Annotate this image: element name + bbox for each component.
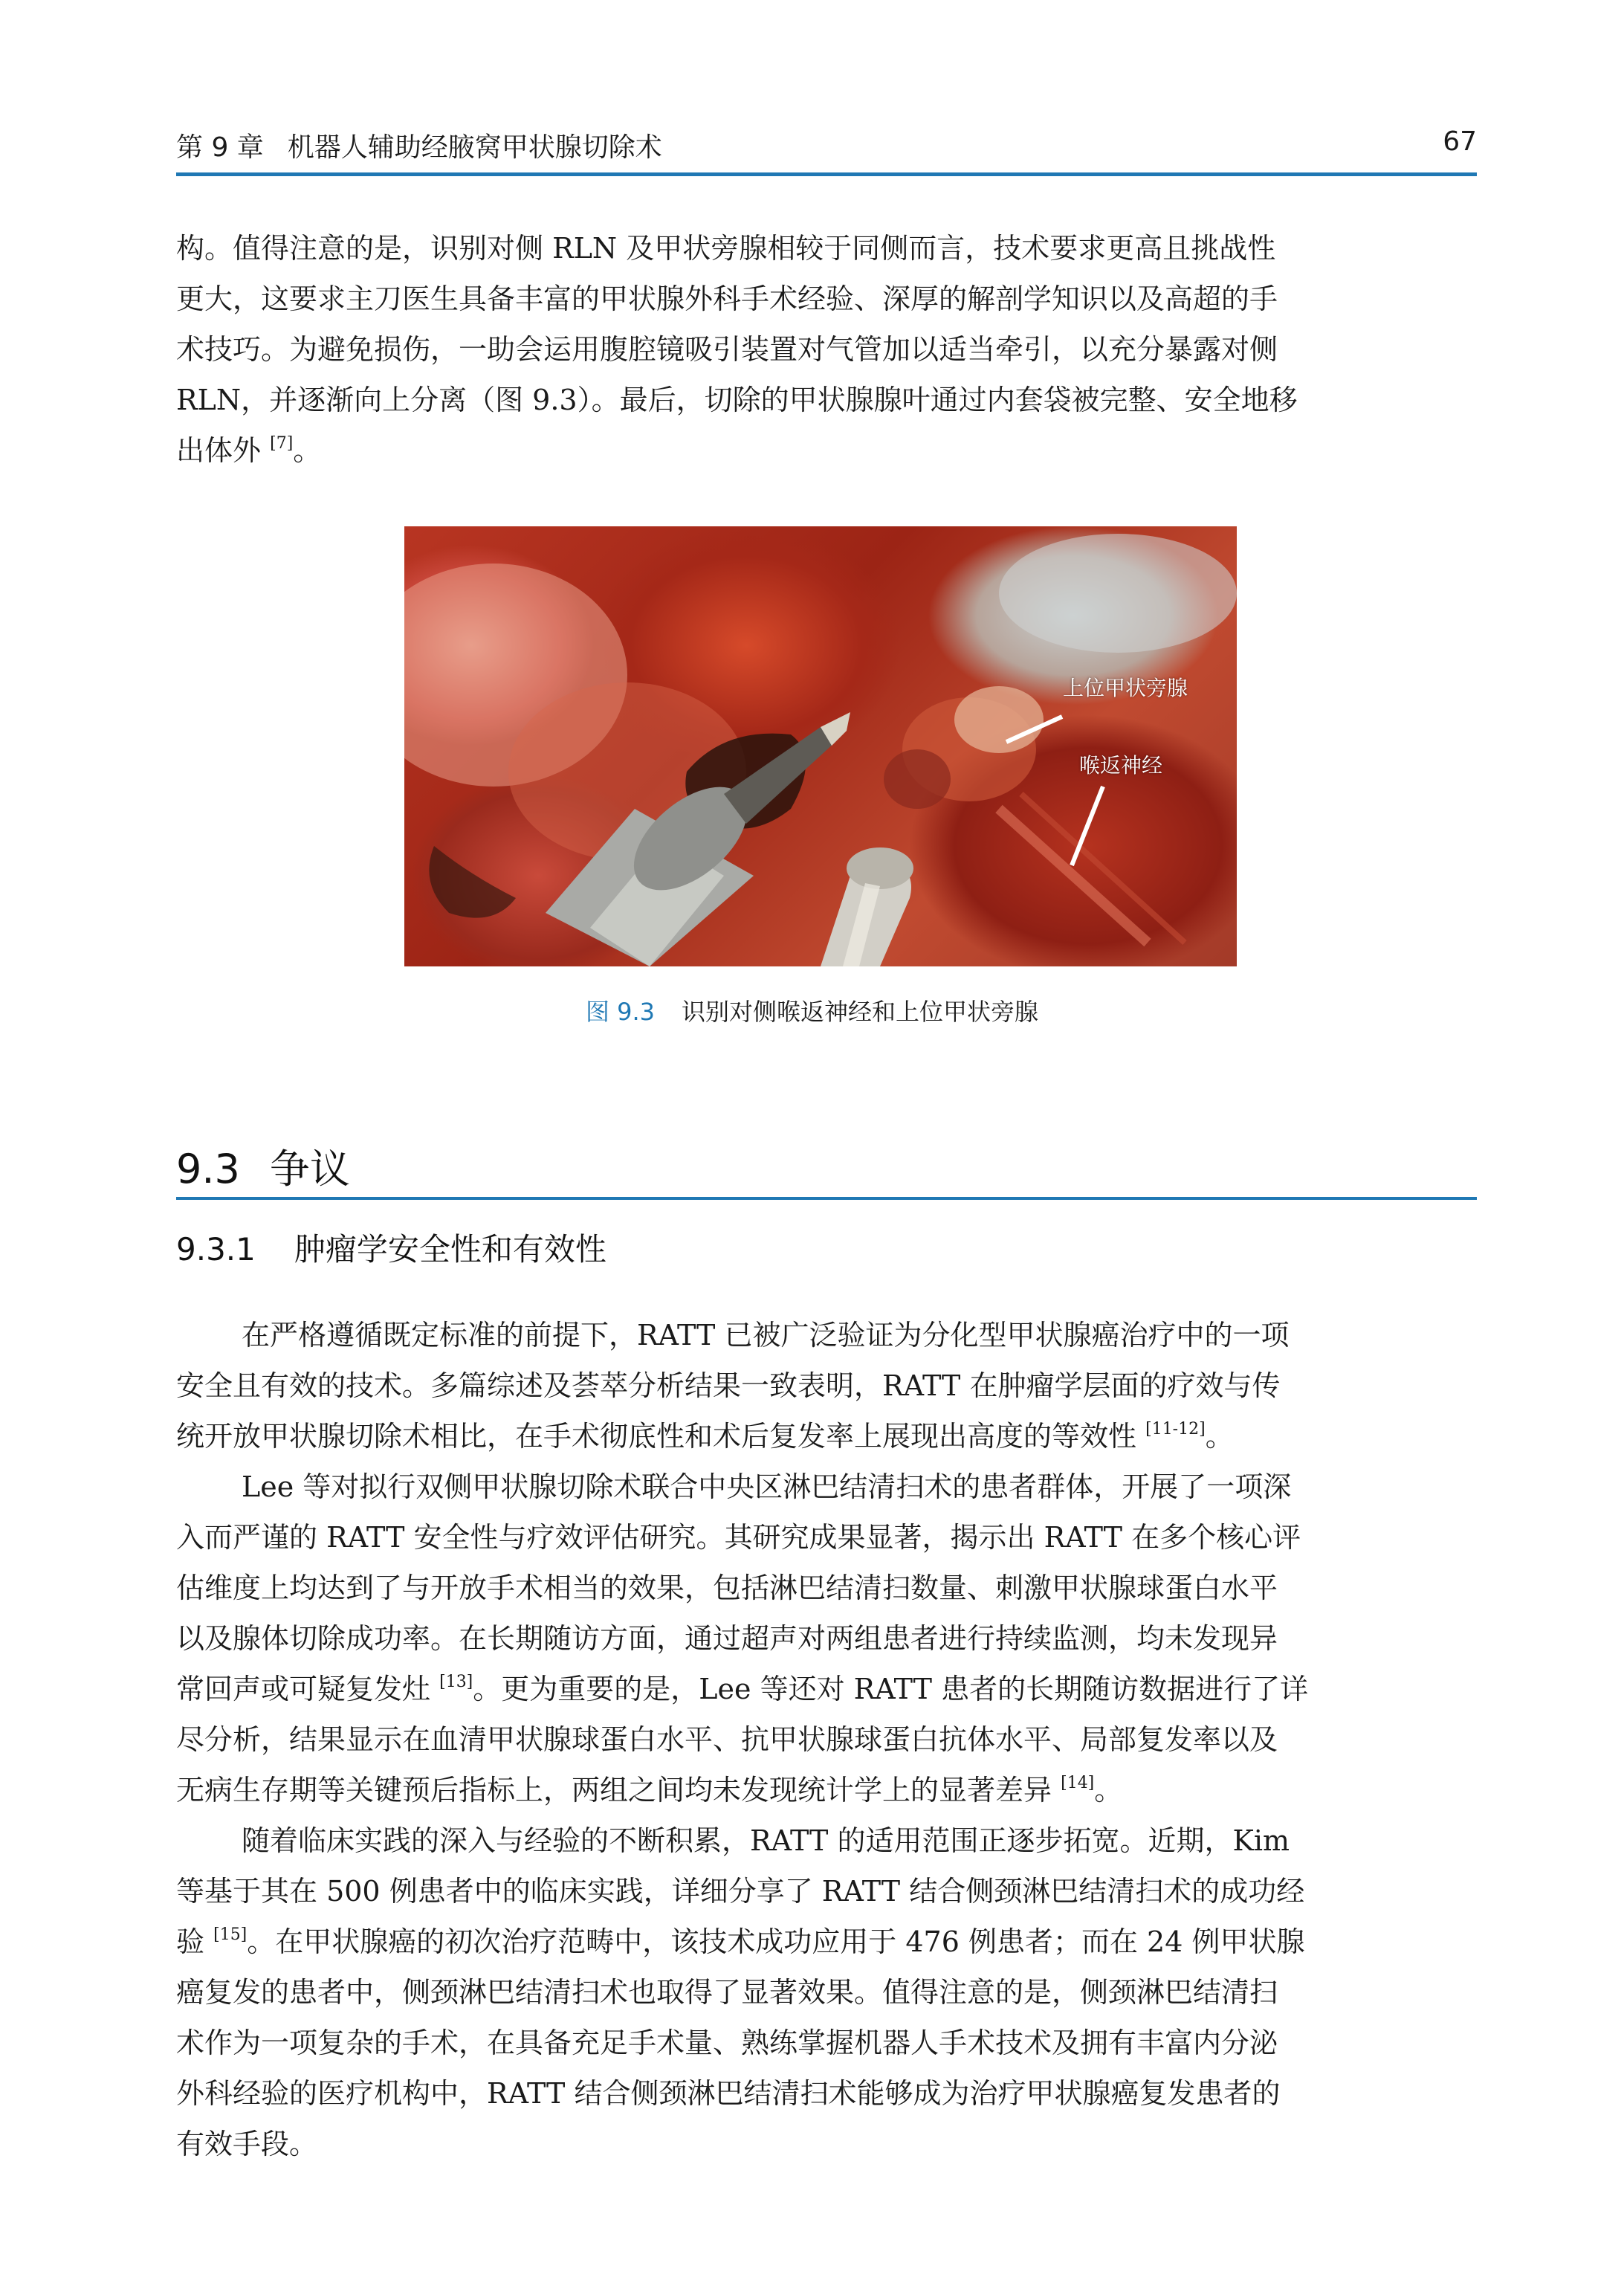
subsection-title: 肿瘤学安全性和有效性	[294, 1231, 606, 1268]
text-line: 入而严谨的 RATT 安全性与疗效评估研究。其研究成果显著，揭示出 RATT 在多个核心评	[176, 1521, 1301, 1554]
text-segment: 。	[1094, 1774, 1123, 1806]
citation-ref: [7]	[270, 434, 294, 453]
text-line	[176, 1664, 1477, 1714]
header-title	[176, 126, 662, 164]
citation-ref: [14]	[1061, 1774, 1095, 1792]
text-segment: 。更为重要的是，Lee 等还对 RATT 患者的长期随访数据进行了详	[473, 1673, 1309, 1705]
text-line	[176, 425, 1477, 476]
text-line	[176, 1917, 1477, 1967]
section-title: 争议	[269, 1146, 350, 1192]
label-recurrent-laryngeal-nerve: 喉返神经	[1079, 753, 1163, 778]
text-segment: 。	[1205, 1420, 1234, 1453]
surgical-photo	[404, 526, 1237, 966]
text-line: 在严格遵循既定标准的前提下，RATT 已被广泛验证为分化型甲状腺癌治疗中的一项	[242, 1319, 1290, 1352]
text-segment: 出体外	[176, 434, 262, 467]
text-line: 外科经验的医疗机构中，RATT 结合侧颈淋巴结清扫术能够成为治疗甲状腺癌复发患者的	[176, 2077, 1281, 2110]
text-line: 癌复发的患者中，侧颈淋巴结清扫术也取得了显著效果。值得注意的是，侧颈淋巴结清扫	[176, 1976, 1278, 2009]
label-superior-parathyroid: 上位甲状旁腺	[1063, 676, 1188, 700]
text-line: 有效手段。	[176, 2128, 318, 2160]
text-line: RLN，并逐渐向上分离（图 9.3）。最后，切除的甲状腺腺叶通过内套袋被完整、安全地移	[176, 384, 1298, 416]
text-line: 更大，这要求主刀医生具备丰富的甲状腺外科手术经验、深厚的解剖学知识以及高超的手	[176, 282, 1278, 315]
citation-ref: [15]	[213, 1925, 248, 1944]
section-number: 9.3	[176, 1146, 240, 1192]
text-line: 尽分析，结果显示在血清甲状腺球蛋白水平、抗甲状腺球蛋白抗体水平、局部复发率以及	[176, 1723, 1278, 1756]
paragraph-3	[176, 1815, 1477, 2169]
section-rule	[176, 1197, 1477, 1200]
surgical-photo-illustration	[404, 526, 1237, 966]
text-segment: 。在甲状腺癌的初次治疗范畴中，该技术成功应用于 476 例患者；而在 24 例甲状腺	[247, 1925, 1305, 1958]
text-line	[176, 1411, 1477, 1462]
text-line: Lee 等对拟行双侧甲状腺切除术联合中央区淋巴结清扫术的患者群体，开展了一项深	[242, 1470, 1292, 1503]
text-line: 安全且有效的技术。多篇综述及荟萃分析结果一致表明，RATT 在肿瘤学层面的疗效与传	[176, 1369, 1281, 1402]
paragraph-1	[176, 1310, 1477, 1462]
section-heading	[176, 1137, 1477, 1195]
text-line: 随着临床实践的深入与经验的不断积累，RATT 的适用范围正逐步拓宽。近期，Kim	[242, 1824, 1290, 1857]
header-rule	[176, 172, 1477, 176]
text-segment: 无病生存期等关键预后指标上，两组之间均未发现统计学上的显著差异	[176, 1774, 1052, 1806]
paragraph-2	[176, 1462, 1477, 1815]
text-line: 术作为一项复杂的手术，在具备充足手术量、熟练掌握机器人手术技术及拥有丰富内分泌	[176, 2027, 1278, 2059]
chapter-title: 机器人辅助经腋窝甲状腺切除术	[287, 132, 662, 163]
figure-number: 图 9.3	[585, 998, 656, 1026]
citation-ref: [11-12]	[1145, 1420, 1206, 1438]
text-segment: 统开放甲状腺切除术相比，在手术彻底性和术后复发率上展现出高度的等效性	[176, 1420, 1137, 1453]
text-line: 等基于其在 500 例患者中的临床实践，详细分享了 RATT 结合侧颈淋巴结清扫术的成功经	[176, 1875, 1305, 1908]
text-line: 以及腺体切除成功率。在长期随访方面，通过超声对两组患者进行持续监测，均未发现异	[176, 1622, 1278, 1655]
text-segment: 验	[176, 1925, 205, 1958]
figure-caption-text: 识别对侧喉返神经和上位甲状旁腺	[682, 998, 1039, 1026]
figure-caption	[0, 993, 1624, 1027]
text-line	[176, 1765, 1477, 1815]
text-line: 术技巧。为避免损伤，一助会运用腹腔镜吸引装置对气管加以适当牵引，以充分暴露对侧	[176, 333, 1278, 366]
page-number: 67	[1443, 126, 1477, 157]
subsection-heading	[176, 1225, 606, 1270]
chapter-number: 第 9 章	[176, 132, 264, 163]
text-line: 估维度上均达到了与开放手术相当的效果，包括淋巴结清扫数量、刺激甲状腺球蛋白水平	[176, 1572, 1278, 1604]
text-line: 构。值得注意的是，识别对侧 RLN 及甲状旁腺相较于同侧而言，技术要求更高且挑战性	[176, 232, 1276, 265]
intro-paragraph	[176, 223, 1477, 476]
running-header	[176, 126, 1477, 171]
subsection-number: 9.3.1	[176, 1231, 256, 1268]
citation-ref: [13]	[439, 1673, 473, 1691]
text-segment: 常回声或可疑复发灶	[176, 1673, 431, 1705]
text-segment: 。	[293, 434, 322, 467]
